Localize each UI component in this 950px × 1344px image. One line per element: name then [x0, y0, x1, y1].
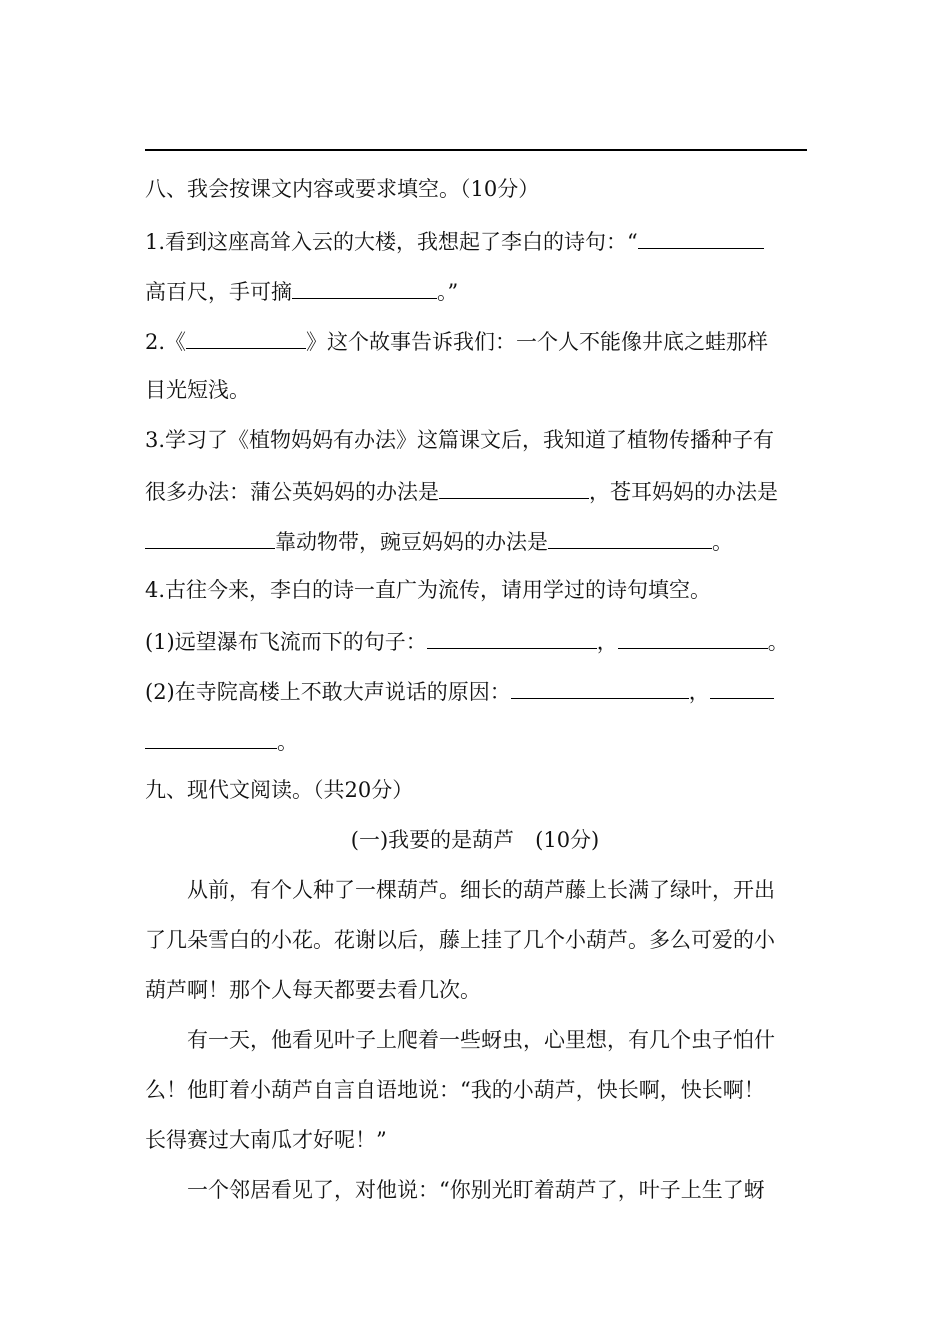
question-4-1: (1)远望瀑布飞流而下的句子： ， 。 [145, 626, 789, 654]
question-4-2-continued: 。 [145, 726, 298, 754]
answer-blank[interactable] [186, 326, 306, 349]
answer-blank[interactable] [511, 676, 689, 699]
question-3-line-1: 3.学习了《植物妈妈有办法》这篇课文后，我知道了植物传播种子有 [145, 428, 775, 452]
answer-blank[interactable] [427, 626, 597, 649]
passage-line: 长得赛过大南瓜才好呢！” [145, 1128, 387, 1152]
question-4-line-1: 4.古往今来，李白的诗一直广为流传，请用学过的诗句填空。 [145, 578, 712, 602]
answer-blank[interactable] [439, 476, 589, 499]
passage-line: 葫芦啊！那个人每天都要去看几次。 [145, 978, 481, 1002]
question-3-line-3: 靠动物带，豌豆妈妈的办法是 。 [145, 526, 733, 554]
question-2-line-2: 目光短浅。 [145, 378, 250, 402]
passage-line: 从前，有个人种了一棵葫芦。细长的葫芦藤上长满了绿叶，开出 [145, 878, 775, 902]
answer-blank[interactable] [145, 526, 275, 549]
section-8-heading: 八、我会按课文内容或要求填空。（10分） [145, 177, 540, 201]
answer-blank[interactable] [548, 526, 712, 549]
passage-line: 有一天，他看见叶子上爬着一些蚜虫，心里想，有几个虫子怕什 [145, 1028, 775, 1052]
question-4-2: (2)在寺院高楼上不敢大声说话的原因： ， [145, 676, 774, 704]
passage-line: 么！他盯着小葫芦自言自语地说：“我的小葫芦，快长啊，快长啊！ [145, 1078, 765, 1102]
top-rule [145, 149, 807, 151]
section-9-heading: 九、现代文阅读。（共20分） [145, 778, 414, 802]
answer-blank[interactable] [638, 226, 764, 249]
answer-blank[interactable] [618, 626, 768, 649]
question-1-line-2: 高百尺，手可摘 。” [145, 276, 458, 304]
passage-title: (一)我要的是葫芦 (10分) [350, 828, 600, 852]
question-3-line-2: 很多办法：蒲公英妈妈的办法是 ，苍耳妈妈的办法是 [145, 476, 778, 504]
answer-blank[interactable] [292, 276, 437, 299]
answer-blank[interactable] [710, 676, 774, 699]
question-1-line-1: 1.看到这座高耸入云的大楼，我想起了李白的诗句：“ [145, 226, 764, 254]
answer-blank[interactable] [145, 726, 277, 749]
question-2-line-1: 2.《 》这个故事告诉我们：一个人不能像井底之蛙那样 [145, 326, 768, 354]
passage-line: 了几朵雪白的小花。花谢以后，藤上挂了几个小葫芦。多么可爱的小 [145, 928, 775, 952]
passage-line: 一个邻居看见了，对他说：“你别光盯着葫芦了，叶子上生了蚜 [145, 1178, 765, 1202]
